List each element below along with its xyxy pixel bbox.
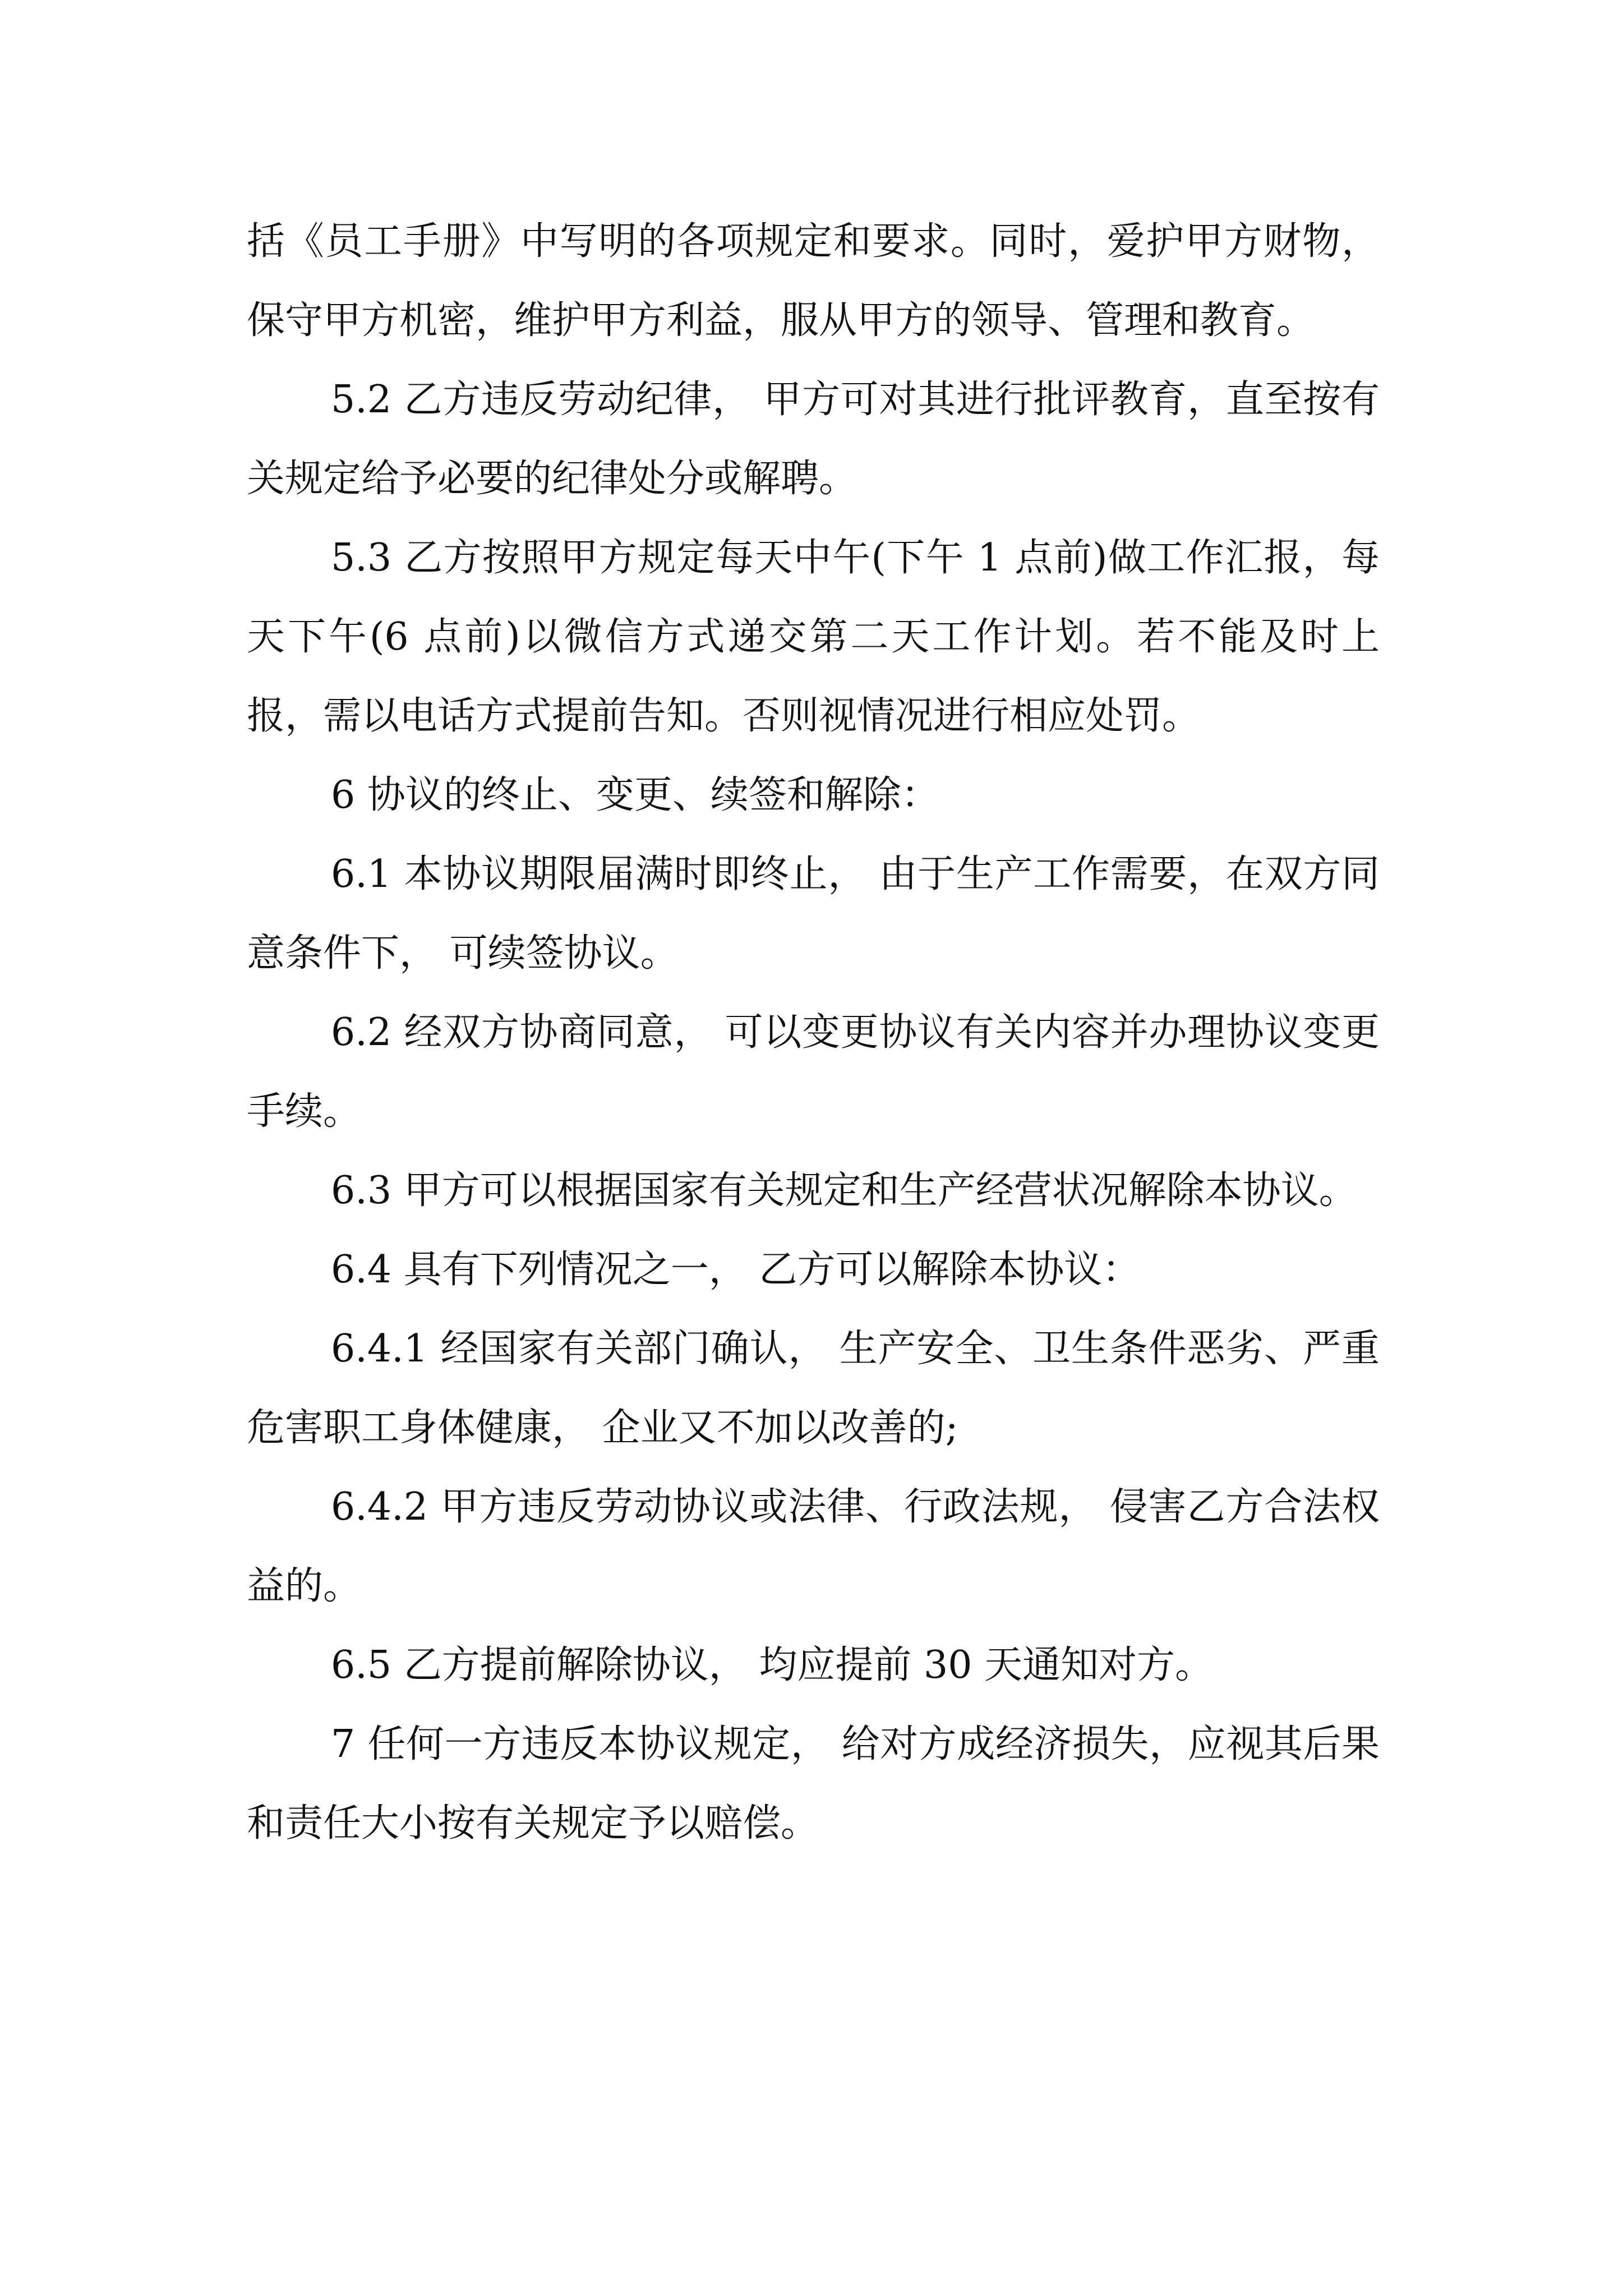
document-page (247, 202, 1380, 1863)
paragraph-6-4-2: 6.4.2 甲方违反劳动协议或法律、行政法规， 侵害乙方合法权益的。 (247, 1485, 1380, 1608)
paragraph-5-3: 5.3 乙方按照甲方规定每天中午(下午 1 点前)做工作汇报，每天下午(6 点前)以微信方式递交第二天工作计划。若不能及时上报，需以电话方式提前告知。否则视情况进行相应处罚。 (247, 536, 1380, 738)
paragraph-6-2: 6.2 经双方协商同意， 可以变更协议有关内容并办理协议变更手续。 (247, 1010, 1380, 1134)
paragraph-6-heading: 6 协议的终止、变更、续签和解除： (331, 773, 939, 817)
paragraph-6-3: 6.3 甲方可以根据国家有关规定和生产经营状况解除本协议。 (331, 1168, 1357, 1213)
paragraph-6-4-1: 6.4.1 经国家有关部门确认， 生产安全、卫生条件恶劣、严重危害职工身体健康， 企业又不加以改善的; (247, 1327, 1380, 1450)
paragraph-7: 7 任何一方违反本协议规定， 给对方成经济损失，应视其后果和责任大小按有关规定予以赔偿。 (247, 1722, 1380, 1846)
paragraph-continuation: 括《员工手册》中写明的各项规定和要求。同时，爱护甲方财物，保守甲方机密，维护甲方利益，服从甲方的领导、管理和教育。 (247, 219, 1380, 343)
paragraph-6-1: 6.1 本协议期限届满时即终止， 由于生产工作需要，在双方同意条件下， 可续签协议。 (247, 852, 1380, 976)
paragraph-5-2: 5.2 乙方违反劳动纪律， 甲方可对其进行批评教育，直至按有关规定给予必要的纪律处分或解聘。 (247, 378, 1380, 501)
paragraph-6-5: 6.5 乙方提前解除协议， 均应提前 30 天通知对方。 (331, 1643, 1214, 1687)
paragraph-6-4: 6.4 具有下列情况之一， 乙方可以解除本协议： (331, 1248, 1141, 1292)
